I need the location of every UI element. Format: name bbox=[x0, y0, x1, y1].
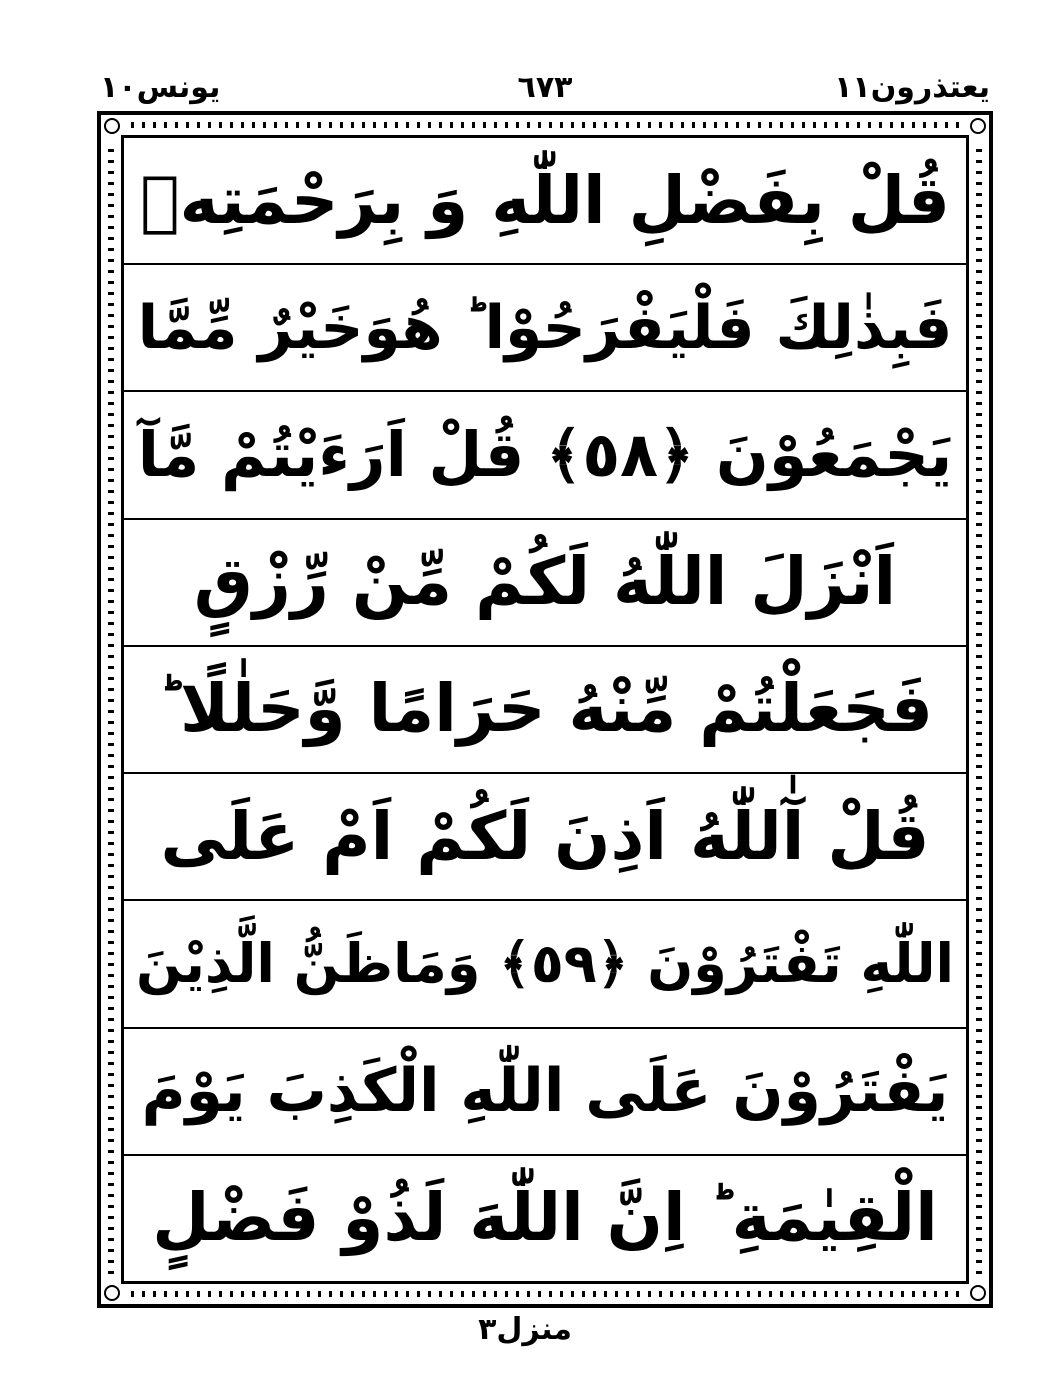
page-header bbox=[100, 70, 990, 110]
manzil-label: منزل٣ bbox=[478, 1312, 572, 1347]
verse-line bbox=[124, 1156, 966, 1281]
verse-line-text: اَنْزَلَ اللّٰهُ لَكُمْ مِّنْ رِّزْقٍ bbox=[193, 543, 897, 621]
verse-line bbox=[124, 138, 966, 265]
verse-line bbox=[124, 1029, 966, 1156]
text-area bbox=[121, 135, 969, 1284]
verse-line bbox=[124, 901, 966, 1028]
verse-line-text: اللّٰهِ تَفْتَرُوْنَ ﴿٥٩﴾ وَمَاظَنُّ الَّذِيْنَ bbox=[136, 931, 954, 995]
page-border bbox=[97, 111, 993, 1308]
verse-line-text: يَفْتَرُوْنَ عَلَى اللّٰهِ الْكَذِبَ يَوْمَ bbox=[141, 1056, 949, 1127]
verse-line-text: الْقِيٰمَةِ ؕ اِنَّ اللّٰهَ لَذُوْ فَضْلٍ bbox=[152, 1179, 938, 1257]
corner-ornament bbox=[970, 1285, 986, 1301]
verse-line-text: قُلْ بِفَضْلِ اللّٰهِ وَ بِرَحْمَتِهٖ bbox=[140, 161, 950, 239]
corner-ornament bbox=[104, 1285, 120, 1301]
verse-line bbox=[124, 647, 966, 774]
juz-label: يعتذرون١١ bbox=[834, 70, 990, 105]
corner-ornament bbox=[970, 118, 986, 134]
verse-line-text: قُلْ آٰللّٰهُ اَذِنَ لَكُمْ اَمْ عَلَى bbox=[160, 797, 930, 875]
page-number: ٦٧٣ bbox=[517, 70, 573, 105]
border-ornament-top bbox=[131, 122, 959, 128]
verse-lines bbox=[124, 138, 966, 1281]
border-ornament-right bbox=[976, 145, 982, 1274]
border-ornament-left bbox=[108, 145, 114, 1274]
verse-line bbox=[124, 520, 966, 647]
verse-line-text: فَجَعَلْتُمْ مِّنْهُ حَرَامًا وَّحَلٰلًا ؕ bbox=[157, 670, 933, 748]
verse-line-text: فَبِذٰلِكَ فَلْيَفْرَحُوْا ؕ هُوَخَيْرٌ مِّمَّا bbox=[137, 292, 953, 363]
verse-line bbox=[124, 392, 966, 519]
corner-ornament bbox=[104, 118, 120, 134]
verse-line-text: يَجْمَعُوْنَ ﴿٥٨﴾ قُلْ اَرَءَيْتُمْ مَّآ bbox=[137, 418, 953, 492]
verse-line bbox=[124, 265, 966, 392]
surah-label: يونس١٠ bbox=[100, 70, 221, 105]
verse-line bbox=[124, 774, 966, 901]
border-ornament-bottom bbox=[131, 1291, 959, 1297]
